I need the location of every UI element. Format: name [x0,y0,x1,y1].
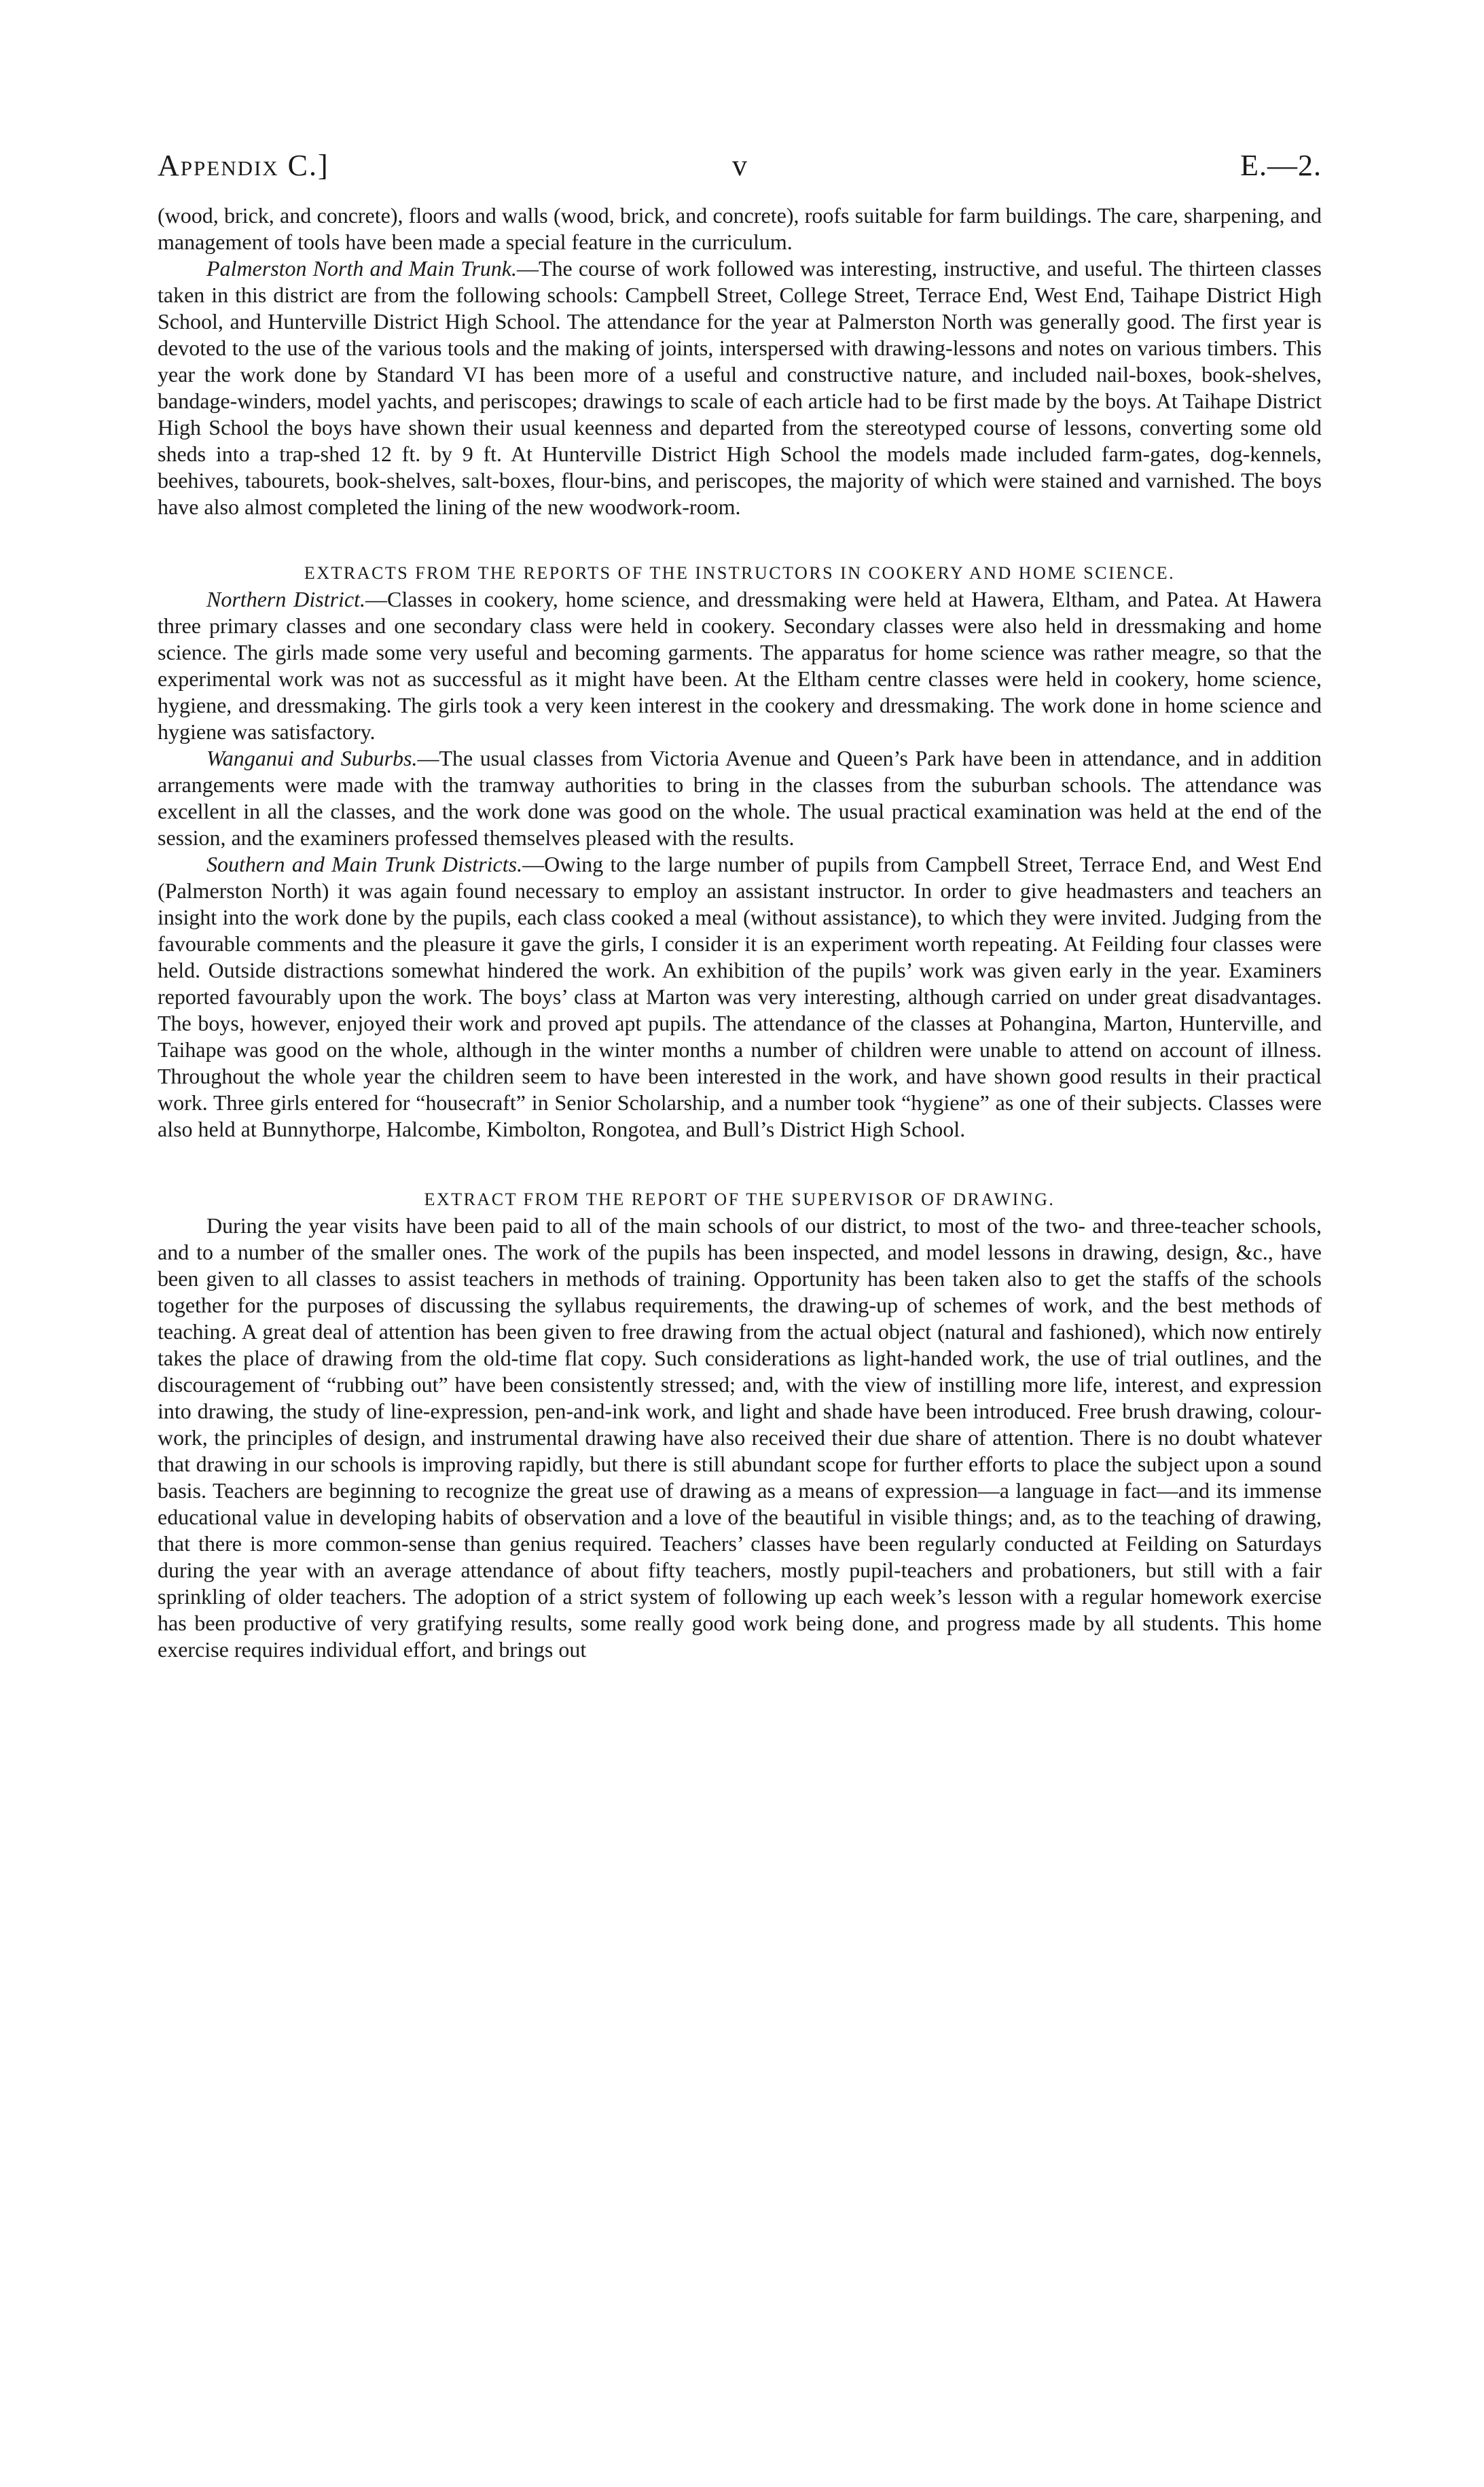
southern-districts-lead: Southern and Main Trunk Districts. [206,852,523,876]
northern-district-paragraph [158,586,1322,745]
drawing-section-heading: EXTRACT FROM THE REPORT OF THE SUPERVISOR OF DRAWING. [424,1189,1055,1209]
palmerston-north-lead: Palmerston North and Main Trunk. [206,256,517,281]
wanganui-text: —The usual classes from Victoria Avenue and Queen’s Park have been in attendance, and in addition arrangements were made with the tramway authorities to bring in the classes from the suburban schools. The attendance was excellent in all the classes, and the work done was good on the whole. The usual practical examination was held at the end of the session, and the examiners professed themselves pleased with the results. [158,746,1322,850]
wanganui-paragraph [158,745,1322,851]
page-number: v [732,149,747,182]
cookery-section-heading: EXTRACTS FROM THE REPORTS OF THE INSTRUCTORS IN COOKERY AND HOME SCIENCE. [304,563,1176,583]
northern-district-lead: Northern District. [206,587,366,611]
document-reference: E.—2. [1240,149,1322,182]
section-spacer [158,1143,1322,1186]
section-spacer [158,520,1322,560]
southern-districts-paragraph [158,851,1322,1143]
palmerston-north-text: —The course of work followed was interesting, instructive, and useful. The thirteen classes taken in this district are from the following schools: Campbell Street, College Street, Terrace End, West End, Taihape District High School, and Hunterville District High School. The attendance for the year at Palmerston North was generally good. The first year is devoted to the use of the various tools and the making of joints, interspersed with drawing-lessons and notes on various timbers. This year the work done by Standard VI has been more of a useful and constructive nature, and included nail-boxes, book-shelves, bandage-winders, model yachts, and periscopes; drawings to scale of each article had to be first made by the boys. At Taihape District High School the boys have shown their usual keenness and departed from the stereotyped course of lessons, converting some old sheds into a trap-shed 12 ft. by 9 ft. At Hunterville District High School the models made included farm-gates, dog-kennels, beehives, tabourets, book-shelves, salt-boxes, flour-bins, and periscopes, the majority of which were stained and varnished. The boys have also almost completed the lining of the new woodwork-room. [158,256,1322,519]
wanganui-lead: Wanganui and Suburbs. [206,746,418,770]
page-header [158,148,1322,189]
drawing-paragraph: During the year visits have been paid to all of the main schools of our district, to most of the two- and three-teacher schools, and to a number of the smaller ones. The work of the pupils has been inspected, and model lessons in drawing, design, &c., have been given to all classes to assist teachers in methods of training. Opportunity has been taken also to get the staffs of the schools together for the purposes of discussing the syllabus requirements, the drawing-up of schemes of work, and the best methods of teaching. A great deal of attention has been given to free drawing from the actual object (natural and fashioned), which now entirely takes the place of drawing from the old-time flat copy. Such considerations as light-handed work, the use of trial outlines, and the discouragement of “rubbing out” have been consistently stressed; and, with the view of instilling more life, interest, and expression into drawing, the study of line-expression, pen-and-ink work, and light and shade have been introduced. Free brush drawing, colour-work, the principles of design, and instrumental drawing have also received their due share of attention. There is no doubt whatever that drawing in our schools is improving rapidly, but there is still abundant scope for further efforts to place the subject upon a sound basis. Teachers are beginning to recognize the great use of drawing as a means of expression—a language in fact—and its immense educational value in developing habits of observation and a love of the beautiful in visible things; and, as to the teaching of drawing, that there is more common-sense than genius required. Teachers’ classes have been regularly conducted at Feilding on Saturdays during the year with an average attendance of about fifty teachers, mostly pupil-teachers and probationers, but still with a fair sprinkling of older teachers. The adoption of a strict system of following up each week’s lesson with a regular homework exercise has been productive of very gratifying results, some really good work being done, and progress made by all students. This home exercise requires individual effort, and brings out [158,1213,1322,1662]
page-body [158,202,1322,1663]
northern-district-text: —Classes in cookery, home science, and dressmaking were held at Hawera, Eltham, and Patea. At Hawera three primary classes and one secondary class were held in cookery. Secondary classes were also held in dressmaking and home science. The girls made some very useful and becoming garments. The apparatus for home science was rather meagre, so that the experimental work was not as successful as it might have been. At the Eltham centre classes were held in cookery, home science, hygiene, and dressmaking. The girls took a very keen interest in the cookery and dressmaking. The work done in home science and hygiene was satisfactory. [158,587,1322,744]
appendix-label: Appendix C.] [158,149,329,182]
woodwork-continued-paragraph: (wood, brick, and concrete), floors and walls (wood, brick, and concrete), roofs suitable for farm buildings. The care, sharpening, and management of tools have been made a special feature in the curriculum. [158,203,1322,254]
palmerston-north-paragraph [158,255,1322,520]
southern-districts-text: —Owing to the large number of pupils from Campbell Street, Terrace End, and West End (Palmerston North) it was again found necessary to employ an assistant instructor. In order to give headmasters and teachers an insight into the work done by the pupils, each class cooked a meal (without assistance), to which they were invited. Judging from the favourable comments and the pleasure it gave the girls, I consider it is an experiment worth repeating. At Feilding four classes were held. Outside distractions somewhat hindered the work. An exhibition of the pupils’ work was given early in the year. Examiners reported favourably upon the work. The boys’ class at Marton was very interesting, although carried on under great disadvantages. The boys, however, enjoyed their work and proved apt pupils. The attendance of the classes at Pohangina, Marton, Hunterville, and Taihape was good on the whole, although in the winter months a number of children were unable to attend on account of illness. Throughout the whole year the children seem to have been interested in the work, and have shown good results in their practical work. Three girls entered for “housecraft” in Senior Scholarship, and a number took “hygiene” as one of their subjects. Classes were also held at Bunnythorpe, Halcombe, Kimbolton, Rongotea, and Bull’s District High School. [158,852,1322,1141]
